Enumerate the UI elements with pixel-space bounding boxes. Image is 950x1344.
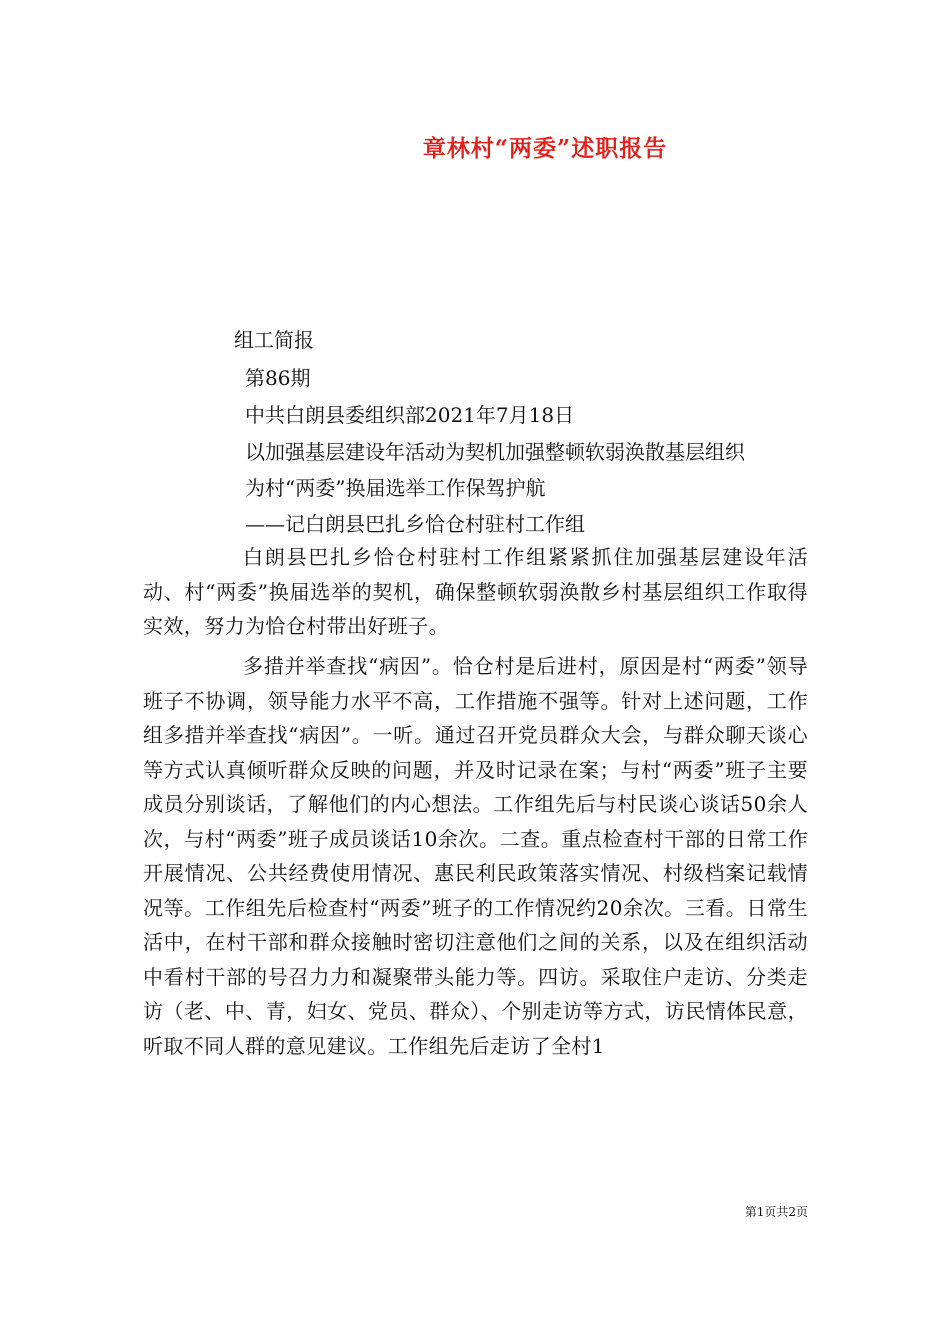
body-paragraph-intro: 白朗县巴扎乡恰仓村驻村工作组紧紧抓住加强基层建设年活动、村“两委”换届选举的契机，确保整顿软弱涣散乡村基层组织工作取得实效，努力为恰仓村带出好班子。: [143, 545, 808, 638]
header-line-subtitle: ——记白朗县巴扎乡恰仓村驻村工作组: [245, 512, 585, 536]
body-paragraph-measures: 多措并举查找“病因”。恰仓村是后进村，原因是村“两委”领导班子不协调，领导能力水平不高，工作措施不强等。针对上述问题，工作组多措并举查找“病因”。一听。通过召开党员群众大会，与群众聊天谈心等方式认真倾听群众反映的问题，并及时记录在案；与村“两委”班子主要成员分别谈话，了解他们的内心想法。工作组先后与村民谈心谈话50余人次，与村“两委”班子成员谈话10余次。二查。重点检查村干部的日常工作开展情况、公共经费使用情况、惠民利民政策落实情况、村级档案记载情况等。工作组先后检查村“两委”班子的工作情况约20余次。三看。日常生活中，在村干部和群众接触时密切注意他们之间的关系，以及在组织活动中看村干部的号召力力和凝聚带头能力等。四访。采取住户走访、分类走访（老、中、青，妇女、党员、群众）、个别走访等方式，访民情体民意，听取不同人群的意见建议。工作组先后走访了全村1: [143, 654, 808, 1058]
document-title: 章林村“两委”述职报告: [422, 135, 668, 162]
header-line-issue: 第86期: [245, 366, 311, 390]
header-line-headline-2: 为村“两委”换届选举工作保驾护航: [245, 476, 546, 500]
header-line-bulletin: 组工简报: [234, 328, 314, 352]
header-line-org-date: 中共白朗县委组织部2021年7月18日: [245, 403, 575, 427]
header-line-headline-1: 以加强基层建设年活动为契机加强整顿软弱涣散基层组织: [245, 440, 745, 464]
page-footer: 第1页共2页: [744, 1205, 808, 1219]
